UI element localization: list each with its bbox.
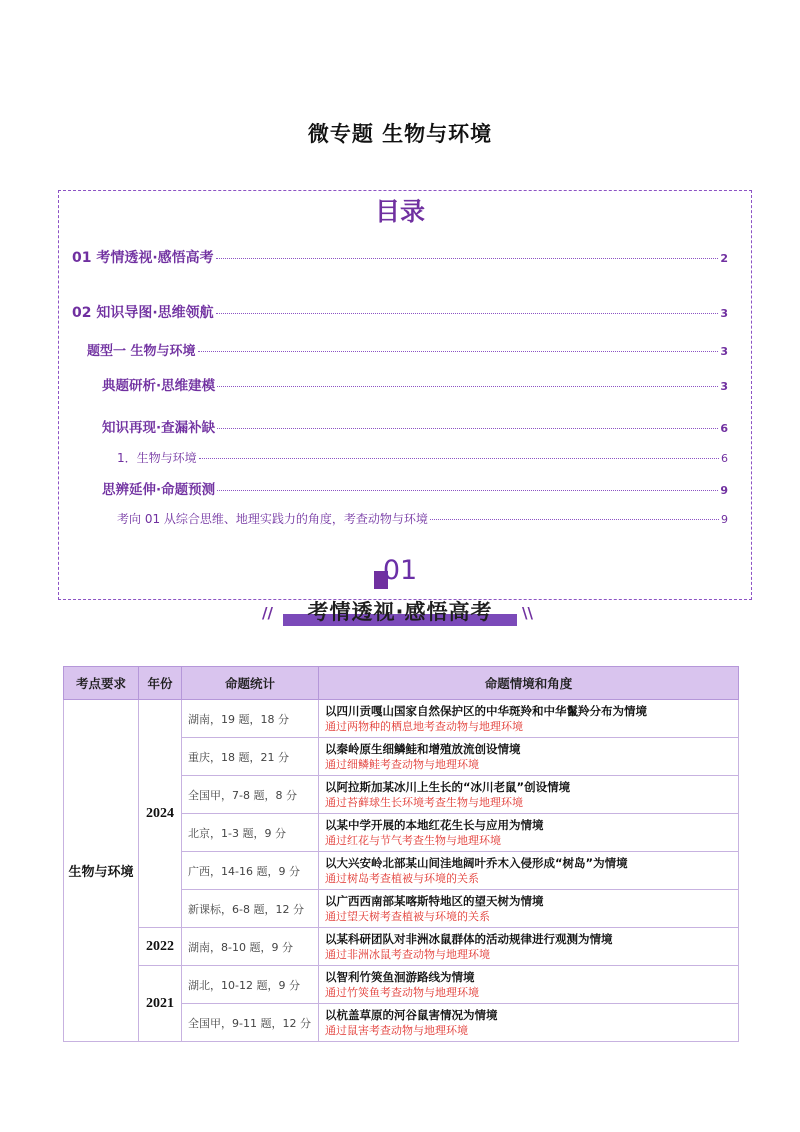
stat-cell: 全国甲，9-11 题，12 分 [182, 1004, 319, 1042]
angle-text: 通过非洲冰鼠考查动物与地理环境 [325, 947, 490, 961]
angle-text: 通过望天树考查植被与环境的关系 [325, 909, 490, 923]
year-cell: 2024 [139, 700, 182, 928]
toc-entry-label: 1．生物与环境 [117, 451, 197, 465]
stat-cell: 新课标，6-8 题，12 分 [182, 890, 319, 928]
angle-text: 通过苔藓球生长环境考查生物与地理环境 [325, 795, 523, 809]
toc-entry-label: 01 考情透视·感悟高考 [72, 250, 214, 266]
context-text: 以四川贡嘎山国家自然保护区的中华斑羚和中华鬣羚分布为情境 [325, 703, 647, 718]
context-cell [319, 814, 739, 852]
toc-page-number: 3 [720, 307, 728, 320]
section-number: 01 [382, 555, 418, 586]
context-cell [319, 928, 739, 966]
section-title: 考情透视·感悟高考 [307, 600, 493, 624]
table-row [64, 966, 739, 1004]
context-text: 以秦岭原生细鳞鲑和增殖放流创设情境 [325, 741, 521, 756]
toc-page-number: 6 [720, 422, 728, 435]
header-year: 年份 [139, 667, 182, 700]
context-text: 以阿拉斯加某冰川上生长的“冰川老鼠”创设情境 [325, 779, 571, 794]
toc-leader [217, 428, 718, 429]
context-cell [319, 890, 739, 928]
context-text: 以智利竹筴鱼洄游路线为情境 [325, 969, 475, 984]
exam-analysis-table [63, 666, 739, 1042]
toc-leader [198, 351, 719, 352]
toc-entry-label: 考向 01 从综合思维、地理实践力的角度，考查动物与环境 [117, 512, 428, 526]
angle-text: 通过红花与节气考查生物与地理环境 [325, 833, 501, 847]
toc-page-number: 9 [720, 484, 728, 497]
stat-cell: 重庆，18 题，21 分 [182, 738, 319, 776]
header-topic: 考点要求 [64, 667, 139, 700]
toc-heading: 目录 [374, 197, 425, 226]
toc-entry-6[interactable] [117, 449, 728, 466]
context-text: 以大兴安岭北部某山间洼地阔叶乔木入侵形成“树岛”为情境 [325, 855, 628, 870]
context-text: 以杭盖草原的河谷鼠害情况为情境 [325, 1007, 498, 1022]
toc-leader [217, 490, 718, 491]
topic-cell: 生物与环境 [64, 700, 139, 1042]
context-cell [319, 738, 739, 776]
table-row [64, 700, 739, 738]
angle-text: 通过鼠害考查动物与地理环境 [325, 1023, 468, 1037]
toc-entry-7[interactable] [102, 478, 728, 498]
angle-text: 通过细鳞鲑考查动物与地理环境 [325, 757, 479, 771]
context-cell [319, 852, 739, 890]
header-context: 命题情境和角度 [319, 667, 739, 700]
context-cell [319, 776, 739, 814]
stat-cell: 北京，1-3 题，9 分 [182, 814, 319, 852]
slash-decoration-left: // [262, 604, 273, 622]
year-cell: 2021 [139, 966, 182, 1042]
toc-page-number: 2 [720, 252, 728, 265]
toc-leader [216, 258, 719, 259]
toc-page-number: 6 [721, 452, 728, 465]
toc-leader [430, 519, 719, 520]
slash-decoration-right: \\ [522, 604, 533, 622]
stat-cell: 湖北，10-12 题，9 分 [182, 966, 319, 1004]
toc-entry-label: 题型一 生物与环境 [87, 344, 196, 359]
toc-entry-3[interactable] [87, 340, 728, 359]
stat-cell: 湖南，8-10 题，9 分 [182, 928, 319, 966]
toc-page-number: 3 [720, 345, 728, 358]
toc-entry-1[interactable] [72, 247, 728, 267]
angle-text: 通过竹筴鱼考查动物与地理环境 [325, 985, 479, 999]
context-text: 以某科研团队对非洲冰鼠群体的活动规律进行观测为情境 [325, 931, 613, 946]
table-row [64, 928, 739, 966]
stat-cell: 全国甲，7-8 题，8 分 [182, 776, 319, 814]
toc-entry-2[interactable] [72, 302, 728, 322]
toc-leader [217, 386, 718, 387]
toc-entry-label: 典题研析·思维建模 [102, 378, 216, 394]
stat-cell: 广西，14-16 题，9 分 [182, 852, 319, 890]
toc-leader [199, 458, 719, 459]
table-header-row [64, 667, 739, 700]
toc-entry-8[interactable] [117, 510, 728, 527]
toc-leader [216, 313, 719, 314]
toc-entry-4[interactable] [102, 374, 728, 394]
toc-entry-label: 思辨延伸·命题预测 [102, 482, 216, 498]
context-text: 以某中学开展的本地红花生长与应用为情境 [325, 817, 544, 832]
stat-cell: 湖南，19 题，18 分 [182, 700, 319, 738]
context-cell [319, 700, 739, 738]
toc-entry-5[interactable] [102, 416, 728, 436]
year-cell: 2022 [139, 928, 182, 966]
context-cell [319, 1004, 739, 1042]
toc-entry-label: 02 知识导图·思维领航 [72, 305, 214, 321]
toc-entry-label: 知识再现·查漏补缺 [102, 420, 216, 436]
toc-page-number: 9 [721, 513, 728, 526]
angle-text: 通过两物种的栖息地考查动物与地理环境 [325, 719, 523, 733]
toc-page-number: 3 [720, 380, 728, 393]
document-title: 微专题 生物与环境 [307, 122, 493, 146]
context-cell [319, 966, 739, 1004]
context-text: 以广西西南部某喀斯特地区的望天树为情境 [325, 893, 544, 908]
header-stat: 命题统计 [182, 667, 319, 700]
angle-text: 通过树岛考查植被与环境的关系 [325, 871, 479, 885]
